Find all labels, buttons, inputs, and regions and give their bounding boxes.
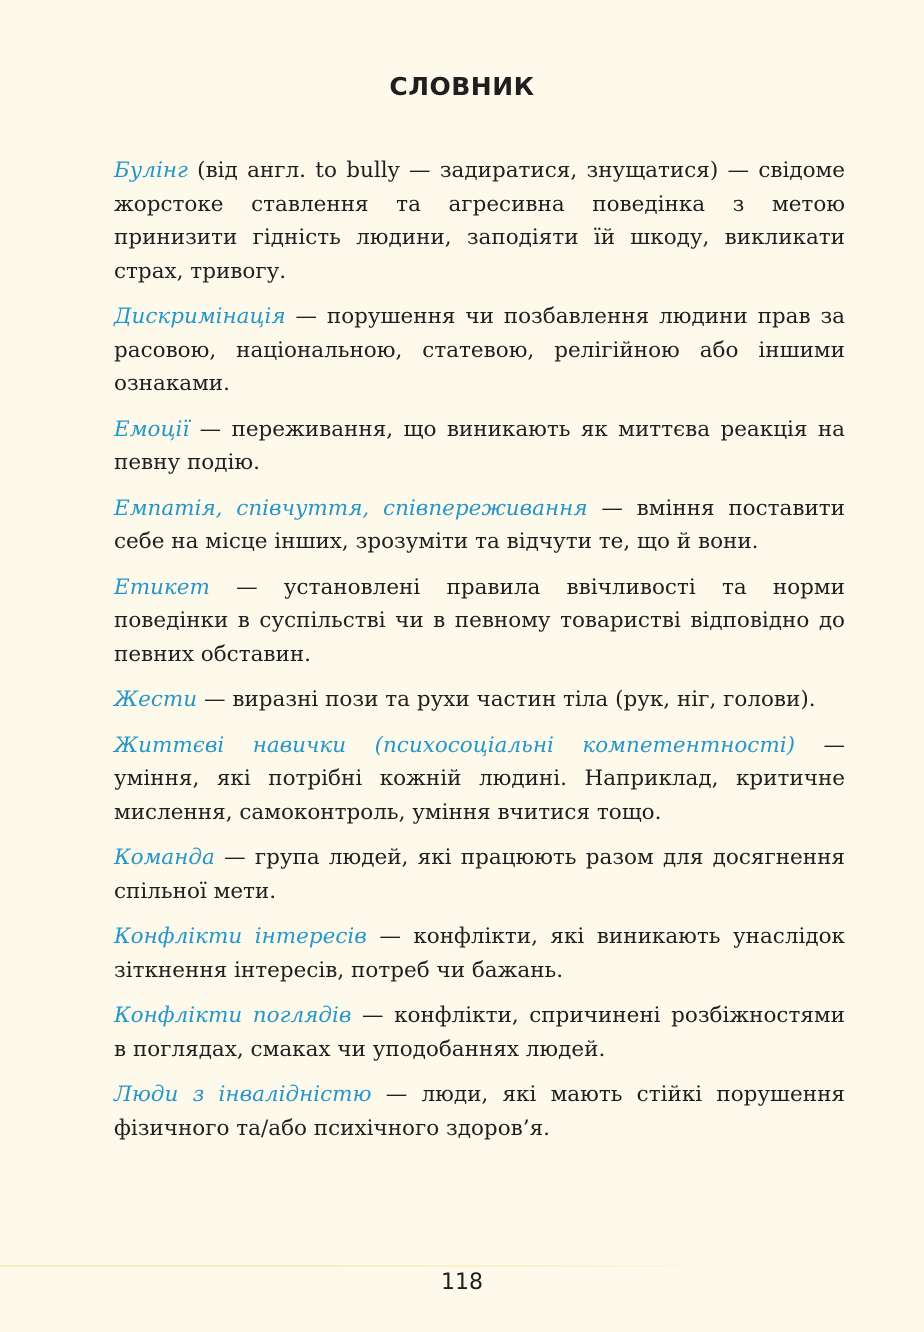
glossary-definition: — порушення чи позбавлення людини прав за расовою, національною, статевою, релігійною або іншими ознаками.	[114, 304, 845, 396]
glossary-definition: — люди, які мають стійкі порушення фізичного та/або психічного здоров’я.	[114, 1082, 845, 1141]
glossary-term: Конфлікти поглядів	[114, 1003, 352, 1028]
glossary-entry-people-with-disabilities	[114, 1078, 845, 1145]
glossary-entry-team	[114, 841, 845, 908]
glossary-entry-gestures	[114, 683, 845, 717]
footer-divider	[0, 1265, 740, 1267]
glossary-term: Життєві навички (психосоціальні компетентності)	[114, 732, 796, 758]
glossary-term: Дискримінація	[114, 304, 286, 329]
glossary-definition: — установлені правила ввічливості та норми поведінки в суспільстві чи в певному товаристві відповідно до певних обставин.	[114, 574, 845, 667]
glossary-definition: — група людей, які працюють разом для досягнення спільної мети.	[114, 845, 845, 904]
glossary-definition: — переживання, що виникають як миттєва реакція на певну подію.	[114, 416, 845, 475]
glossary-entry-bulling	[114, 154, 845, 288]
glossary-definition: — виразні пози та рухи частин тіла (рук, ніг, голови).	[197, 687, 816, 712]
glossary-term: Емпатія, співчуття, співпереживання	[114, 495, 588, 521]
glossary-definition: — вміння поставити себе на місце інших, зрозуміти та відчути те, що й вони.	[114, 495, 845, 554]
page-title: СЛОВНИК	[389, 72, 535, 101]
glossary-definition: (від англ. to bully — задиратися, знущатися) — свідоме жорстоке ставлення та агресивна поведінка з метою принизити гідність людини, заподіяти їй шкоду, викликати страх, тривогу.	[114, 158, 845, 284]
glossary-definition: — конфлікти, які виникають унаслідок зіткнення інтересів, потреб чи бажань.	[114, 924, 845, 983]
page-number: 118	[441, 1270, 483, 1295]
glossary-term: Жести	[114, 687, 198, 712]
glossary-term: Булінг	[114, 158, 188, 183]
glossary-entry-conflicts-of-views	[114, 999, 845, 1066]
glossary-entry-conflicts-of-interest	[114, 920, 845, 987]
glossary-entry-etiquette	[114, 571, 845, 672]
glossary-entry-empathy	[114, 492, 845, 559]
glossary-entry-emotions	[114, 413, 845, 480]
glossary-definition: — конфлікти, спричинені розбіжностями в поглядах, смаках чи уподобаннях людей.	[114, 1003, 845, 1062]
glossary-term: Конфлікти інтересів	[114, 924, 367, 949]
glossary-term: Емоції	[114, 416, 190, 442]
glossary-entry-life-skills	[114, 729, 845, 830]
glossary-definition: — уміння, які потрібні кожній людині. Наприклад, критичне мислення, самоконтроль, уміння вчитися тощо.	[114, 732, 845, 825]
glossary-list	[114, 154, 845, 1157]
glossary-term: Люди з інвалідністю	[114, 1082, 372, 1107]
glossary-term: Етикет	[114, 574, 210, 600]
glossary-entry-discrimination	[114, 300, 845, 401]
glossary-term: Команда	[114, 845, 215, 870]
